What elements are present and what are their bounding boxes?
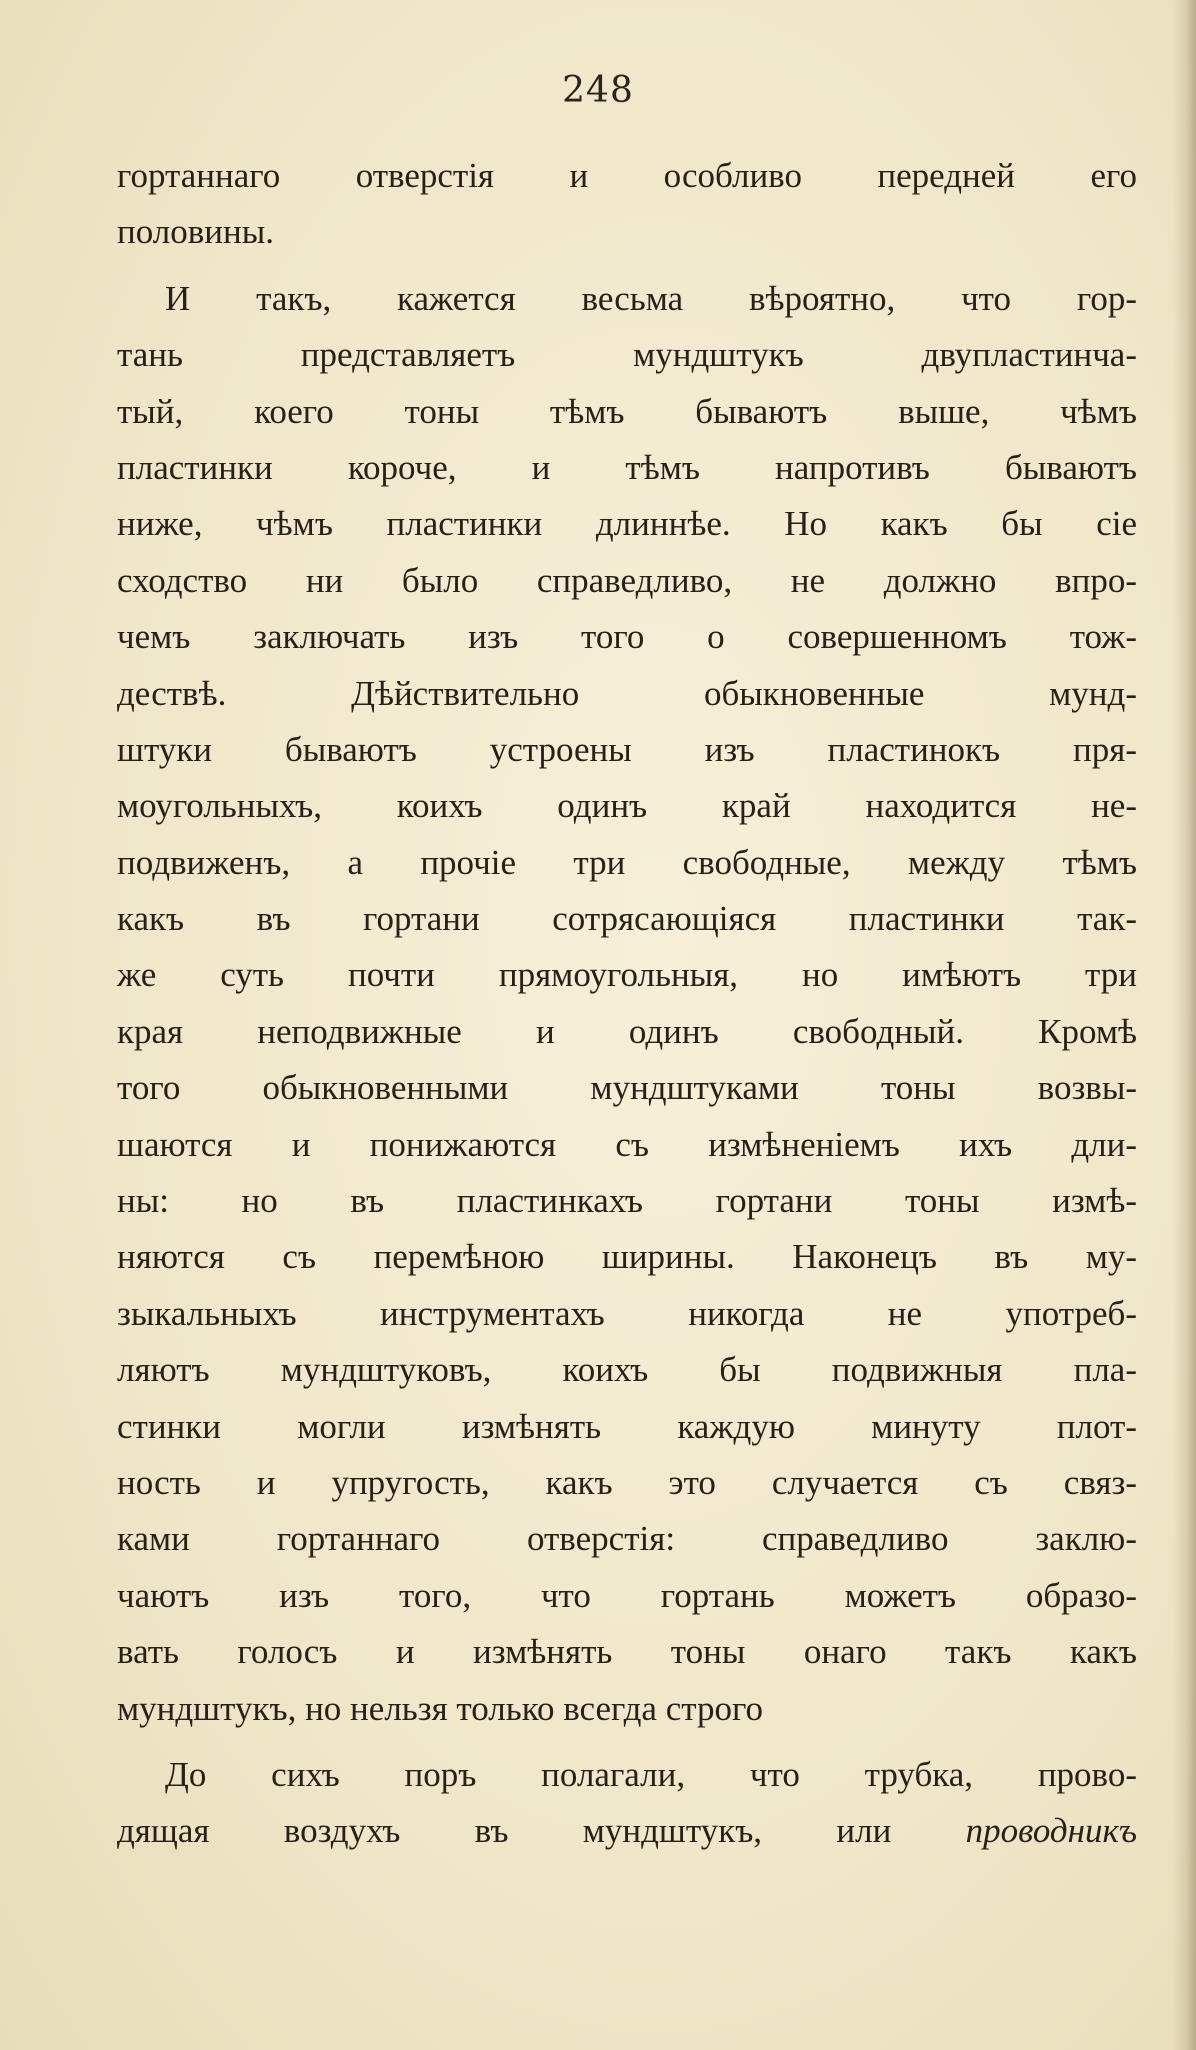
text-line: шаются и понижаются съ измѣненіемъ ихъ дли- (117, 1124, 1137, 1164)
text-line: подвиженъ, а прочіе три свободные, между тѣмъ (117, 842, 1137, 882)
text-line: няются съ перемѣною ширины. Наконецъ въ му- (117, 1237, 1137, 1277)
text-line: зыкальныхъ инструментахъ никогда не употреб- (117, 1293, 1137, 1333)
text-line: же суть почти прямоугольныя, но имѣютъ три (117, 955, 1137, 995)
text-line: ны: но въ пластинкахъ гортани тоны измѣ- (117, 1181, 1137, 1221)
text-line: того обыкновенными мундштуками тоны возвы- (117, 1068, 1137, 1108)
text-line: вать голосъ и измѣнять тоны онаго такъ какъ (117, 1632, 1137, 1672)
text-line: пластинки короче, и тѣмъ напротивъ бываютъ (117, 447, 1137, 487)
text-line: ляютъ мундштуковъ, коихъ бы подвижныя пла- (117, 1350, 1137, 1390)
text-line: дествѣ. Дѣйствительно обыкновенные мунд- (117, 673, 1137, 713)
text-line: ниже, чѣмъ пластинки длиннѣе. Но какъ бы сіе (117, 504, 1137, 544)
text-line: сходство ни было справедливо, не должно впро- (117, 560, 1137, 600)
text-span: дящая воздухъ въ мундштукъ, или (117, 1811, 892, 1851)
text-line: моугольныхъ, коихъ одинъ край находится не- (117, 786, 1137, 826)
text-line: стинки могли измѣнять каждую минуту плот- (117, 1406, 1137, 1446)
text-line: какъ въ гортани сотрясающіяся пластинки так- (117, 899, 1137, 939)
text-line (117, 1803, 1137, 1859)
italic-term: проводникъ (965, 1811, 1137, 1851)
text-line: И такъ, кажется весьма вѣроятно, что гор- (165, 278, 1137, 318)
text-line: гортаннаго отверстія и особливо передней его (117, 156, 1137, 195)
paragraph-1 (117, 148, 1137, 261)
paragraph-2 (117, 271, 1137, 1737)
text-line: чемъ заключать изъ того о совершенномъ тож- (117, 617, 1137, 657)
text-line: штуки бываютъ устроены изъ пластинокъ пря- (117, 729, 1137, 769)
paragraph-3 (117, 1747, 1137, 1860)
text-line: мундштукъ, но нельзя только всегда строго (117, 1688, 763, 1728)
text-line: До сихъ поръ полагали, что трубка, прово- (165, 1754, 1137, 1794)
text-line: тый, коего тоны тѣмъ бываютъ выше, чѣмъ (117, 391, 1137, 431)
text-line: половины. (117, 212, 274, 252)
page-edge-shadow (1172, 0, 1196, 2050)
text-line: ками гортаннаго отверстія: справедливо заклю- (117, 1519, 1137, 1559)
text-line: края неподвижные и одинъ свободный. Кромѣ (117, 1011, 1137, 1051)
page-body-text (117, 148, 1137, 1860)
text-line: чаютъ изъ того, что гортань можетъ образо- (117, 1575, 1137, 1615)
page-number: 248 (562, 70, 634, 111)
text-line: ность и упругость, какъ это случается съ связ- (117, 1462, 1137, 1502)
text-line: тань представляетъ мундштукъ двупластинча- (117, 335, 1137, 375)
